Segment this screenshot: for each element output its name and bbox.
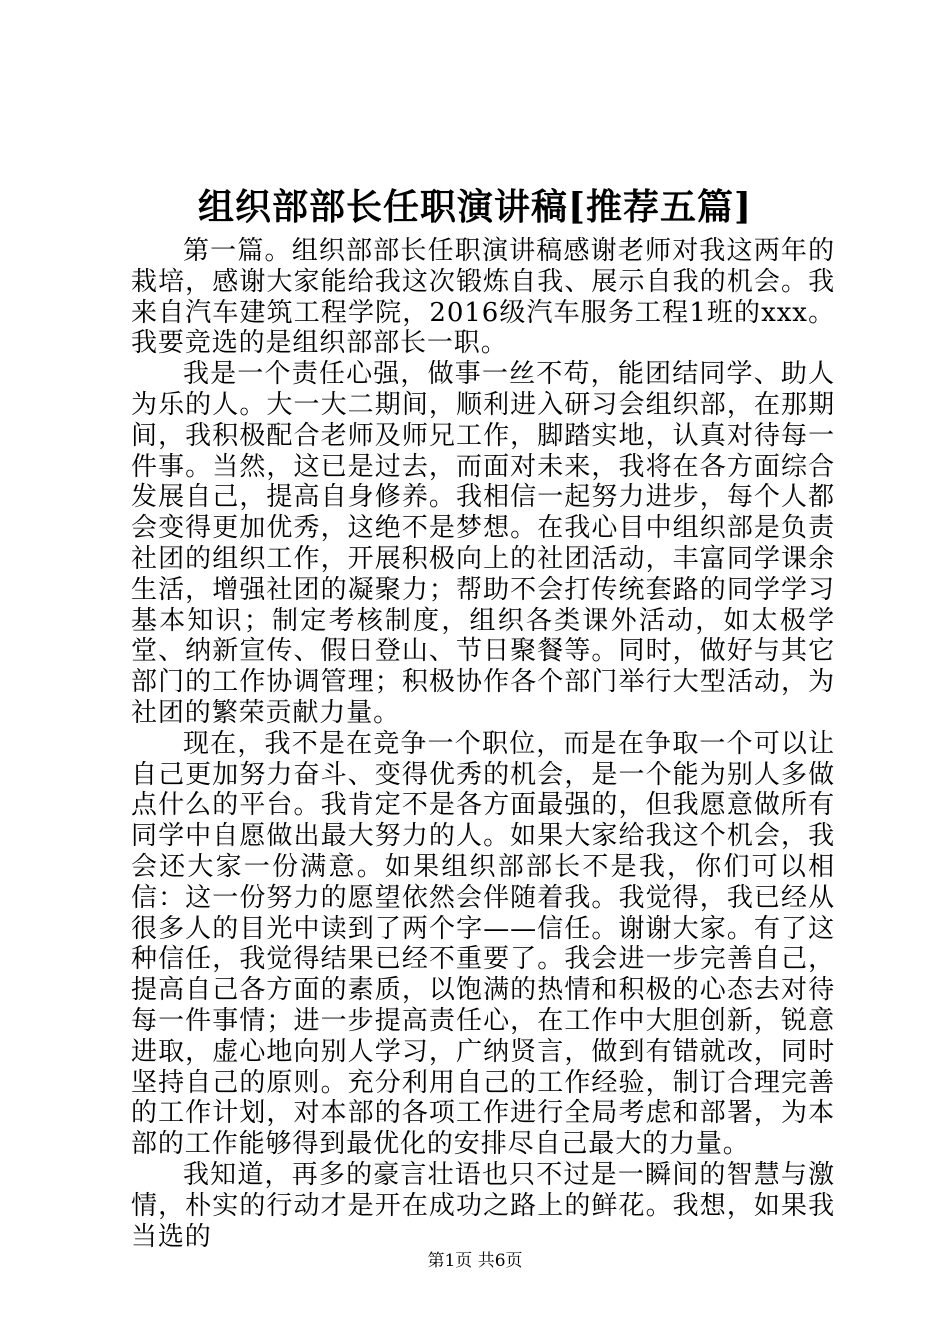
paragraph-2: 我是一个责任心强，做事一丝不苟，能团结同学、助人为乐的人。大一大二期间，顺利进入研习会组织部，在那期间，我积极配合老师及师兄工作，脚踏实地，认真对待每一件事。当然，这已是过去，而面对未来，我将在各方面综合发展自己，提高自身修养。我相信一起努力进步，每个人都会变得更加优秀，这绝不是梦想。在我心目中组织部是负责社团的组织工作，开展积极向上的社团活动，丰富同学课余生活，增强社团的凝聚力；帮助不会打传统套路的同学学习基本知识；制定考核制度，组织各类课外活动，如太极学堂、纳新宣传、假日登山、节日聚餐等。同时，做好与其它部门的工作协调管理；积极协作各个部门举行大型活动，为社团的繁荣贡献力量。 bbox=[131, 359, 835, 728]
paragraph-1: 第一篇。组织部部长任职演讲稿感谢老师对我这两年的栽培，感谢大家能给我这次锻炼自我、展示自我的机会。我来自汽车建筑工程学院，2016级汽车服务工程1班的xxx。我要竞选的是组织部部长一职。 bbox=[131, 236, 835, 359]
page-footer: 第1页 共6页 bbox=[427, 1251, 523, 1271]
document-title: 组织部部长任职演讲稿[推荐五篇] bbox=[197, 186, 753, 228]
paragraph-4: 我知道，再多的豪言壮语也只不过是一瞬间的智慧与激情，朴实的行动才是开在成功之路上的鲜花。我想，如果我当选的 bbox=[131, 1159, 835, 1252]
paragraph-3: 现在，我不是在竞争一个职位，而是在争取一个可以让自己更加努力奋斗、变得优秀的机会，是一个能为别人多做点什么的平台。我肯定不是各方面最强的，但我愿意做所有同学中自愿做出最大努力的人。如果大家给我这个机会，我会还大家一份满意。如果组织部部长不是我，你们可以相信：这一份努力的愿望依然会伴随着我。我觉得，我已经从很多人的目光中读到了两个字——信任。谢谢大家。有了这种信任，我觉得结果已经不重要了。我会进一步完善自己，提高自己各方面的素质，以饱满的热情和积极的心态去对待每一件事情；进一步提高责任心，在工作中大胆创新，锐意进取，虚心地向别人学习，广纳贤言，做到有错就改，同时坚持自己的原则。充分利用自己的工作经验，制订合理完善的工作计划，对本部的各项工作进行全局考虑和部署，为本部的工作能够得到最优化的安排尽自己最大的力量。 bbox=[131, 728, 835, 1160]
document-body bbox=[131, 236, 835, 1252]
